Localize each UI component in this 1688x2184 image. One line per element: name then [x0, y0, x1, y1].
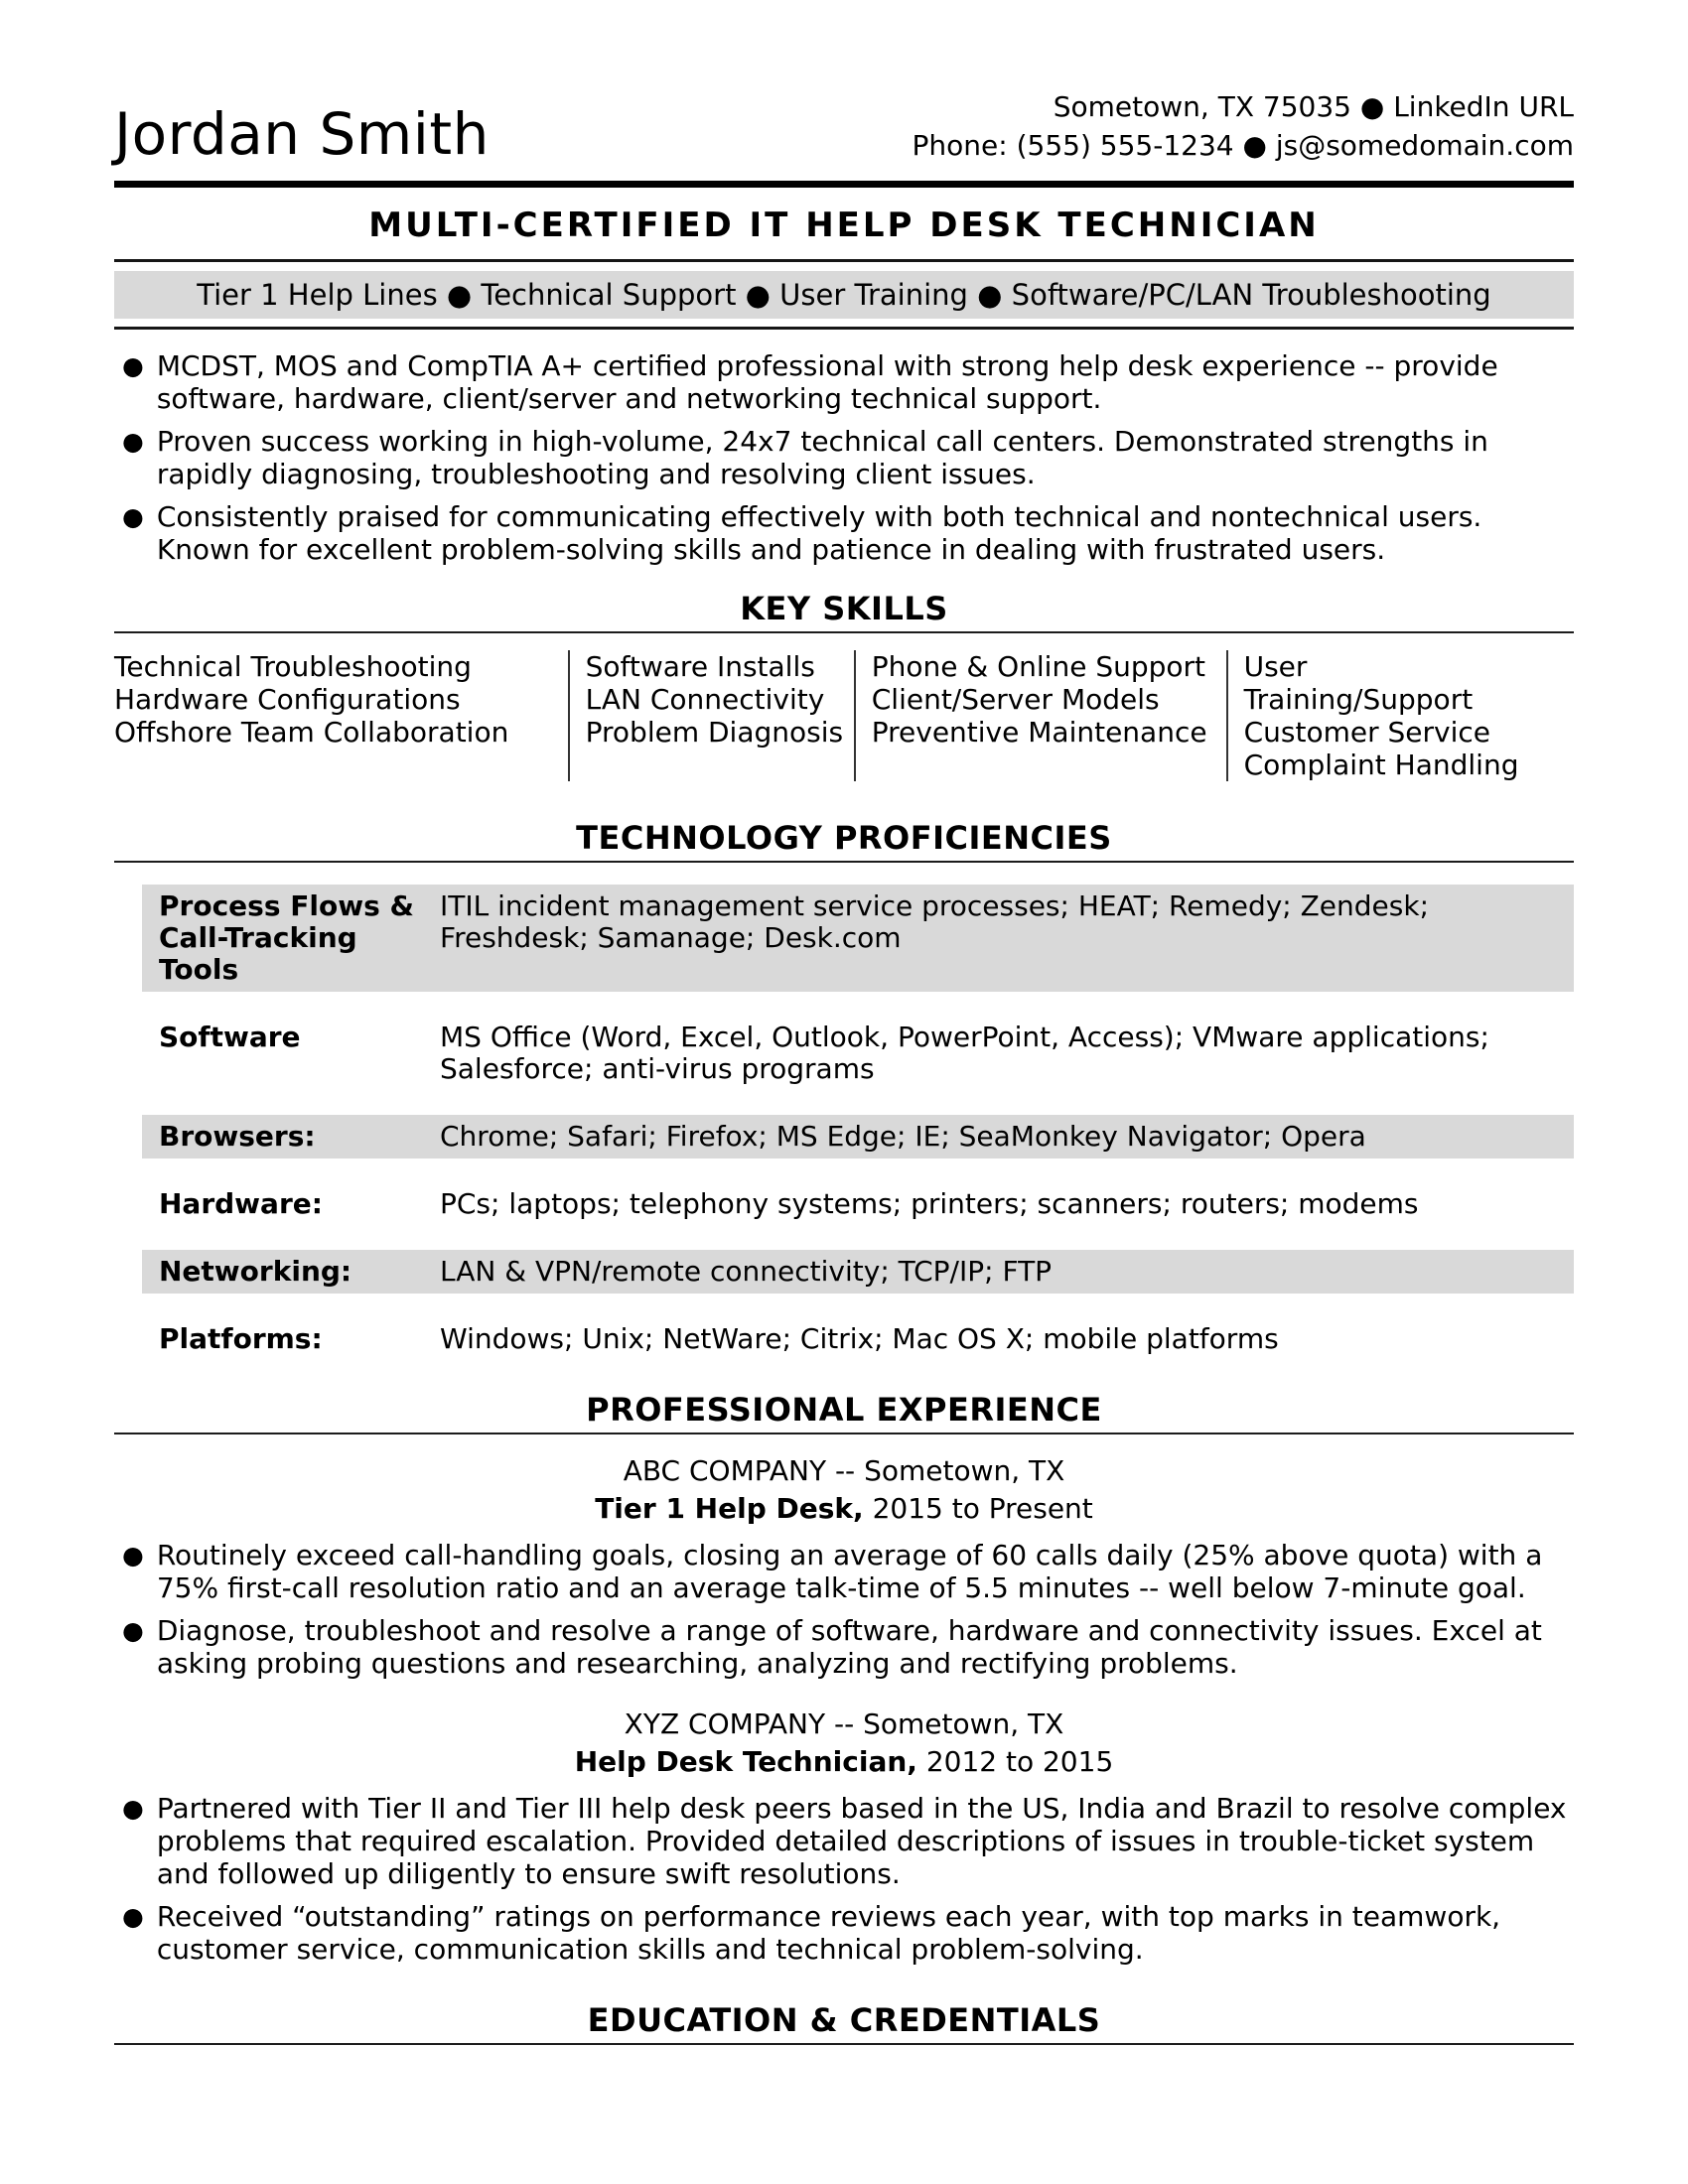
skill-item: Customer Service [1243, 716, 1490, 749]
job-title: Tier 1 Help Desk, [595, 1492, 864, 1525]
job-bullet-list [114, 1792, 1574, 1966]
job-bullet-list [114, 1539, 1574, 1680]
key-skills-columns [114, 650, 1574, 793]
job-bullet-text: Routinely exceed call-handling goals, closing an average of 60 calls daily (25% above quota) with a 75% first-call resolution ratio and an average talk-time of 5.5 minutes -- well below 7-minute goal. [156, 1539, 1543, 1604]
skill-item: Client/Server Models [871, 683, 1160, 716]
role-line [114, 1745, 1574, 1778]
summary-list [114, 349, 1574, 566]
skill-item: Problem Diagnosis [585, 716, 844, 749]
key-skills-column-2 [570, 650, 856, 781]
company-line: ABC COMPANY -- Sometown, TX [623, 1454, 1065, 1487]
contact-info [913, 87, 1574, 165]
row-label: Browsers: [159, 1120, 316, 1153]
row-label: Process Flows & Call-Tracking Tools [159, 889, 414, 986]
header-divider [114, 181, 1574, 188]
key-skills-column-3 [856, 650, 1228, 781]
row-value: Windows; Unix; NetWare; Citrix; Mac OS X; mobile platforms [440, 1322, 1279, 1355]
row-value: PCs; laptops; telephony systems; printers; scanners; routers; modems [440, 1187, 1419, 1220]
summary-bullet [122, 425, 1574, 490]
skill-item: Complaint Handling [1243, 749, 1519, 781]
job-bullet-text: Diagnose, troubleshoot and resolve a range of software, hardware and connectivity issues. Excel at asking probing questions and researching, analyzing and rectifying problems. [156, 1614, 1542, 1680]
job-bullet [122, 1614, 1574, 1680]
bullet-icon: ● [122, 1616, 144, 1645]
job-bullet-text: Received “outstanding” ratings on performance reviews each year, with top marks in teamwork, customer service, communication skills and technical problem-solving. [156, 1900, 1501, 1966]
technology-heading: TECHNOLOGY PROFICIENCIES [576, 819, 1112, 857]
bullet-icon: ● [122, 1541, 144, 1570]
table-row [142, 1317, 1574, 1361]
job-bullet-text: Partnered with Tier II and Tier III help desk peers based in the US, India and Brazil to resolve complex problems that required escalation. Provided detailed descriptions of issues in trouble-ticket system and followed up diligently to ensure swift resolutions. [156, 1792, 1567, 1890]
role-line [114, 1492, 1574, 1525]
job-dates: 2012 to 2015 [925, 1745, 1114, 1778]
key-skills-heading: KEY SKILLS [740, 590, 948, 627]
row-label: Platforms: [159, 1322, 323, 1355]
key-skills-column-4 [1228, 650, 1574, 781]
table-row [142, 1016, 1574, 1091]
specialties-banner: Tier 1 Help Lines ● Technical Support ● User Training ● Software/PC/LAN Troubleshooting [114, 271, 1574, 319]
divider [114, 259, 1574, 262]
education-heading: EDUCATION & CREDENTIALS [587, 2001, 1101, 2039]
bullet-icon: ● [122, 1902, 144, 1931]
row-value: LAN & VPN/remote connectivity; TCP/IP; FTP [440, 1255, 1053, 1288]
summary-bullet-text: Proven success working in high-volume, 24x7 technical call centers. Demonstrated strengths in rapidly diagnosing, troubleshooting and resolving client issues. [156, 425, 1488, 490]
skill-item: Preventive Maintenance [871, 716, 1207, 749]
job-bullet [122, 1900, 1574, 1966]
row-value: Chrome; Safari; Firefox; MS Edge; IE; SeaMonkey Navigator; Opera [440, 1120, 1366, 1153]
divider [114, 631, 1574, 633]
job-abc-company [114, 1454, 1574, 1680]
skill-item: User [1243, 650, 1308, 683]
skill-item: Training/Support [1243, 683, 1474, 716]
skill-item: LAN Connectivity [585, 683, 825, 716]
table-row [142, 885, 1574, 992]
contact-line-phone-email: Phone: (555) 555-1234 ● js@somedomain.com [912, 129, 1574, 162]
job-xyz-company [114, 1707, 1574, 1966]
job-title: Help Desk Technician, [574, 1745, 917, 1778]
skill-item: Software Installs [585, 650, 815, 683]
table-row [142, 1250, 1574, 1294]
resume-title: MULTI-CERTIFIED IT HELP DESK TECHNICIAN [368, 205, 1320, 245]
bullet-icon: ● [122, 427, 144, 456]
summary-bullet-text: MCDST, MOS and CompTIA A+ certified professional with strong help desk experience -- provide software, hardware, client/server and networking technical support. [156, 349, 1498, 415]
divider [114, 2043, 1574, 2045]
bullet-icon: ● [122, 351, 144, 380]
row-label: Hardware: [159, 1187, 323, 1220]
bullet-icon: ● [122, 1794, 144, 1823]
header [114, 87, 1574, 169]
job-bullet [122, 1539, 1574, 1604]
candidate-name: Jordan Smith [114, 100, 490, 169]
technology-table [142, 885, 1574, 1361]
row-value: ITIL incident management service processes; HEAT; Remedy; Zendesk; Freshdesk; Samanage; Desk.com [440, 889, 1430, 954]
job-bullet [122, 1792, 1574, 1890]
company-line: XYZ COMPANY -- Sometown, TX [624, 1707, 1064, 1740]
summary-bullet [122, 500, 1574, 566]
table-row [142, 1115, 1574, 1159]
divider [114, 861, 1574, 863]
row-label: Networking: [159, 1255, 352, 1288]
key-skills-column-1 [114, 650, 570, 781]
row-label: Software [159, 1021, 301, 1053]
experience-heading: PROFESSIONAL EXPERIENCE [586, 1391, 1102, 1429]
divider [114, 327, 1574, 330]
summary-bullet-text: Consistently praised for communicating effectively with both technical and nontechnical users. Known for excellent problem-solving skills and patience in dealing with frustrated users. [156, 500, 1482, 566]
bullet-icon: ● [122, 502, 144, 531]
contact-line-location: Sometown, TX 75035 ● LinkedIn URL [1053, 90, 1574, 123]
skill-item: Offshore Team Collaboration [114, 716, 509, 749]
skill-item: Hardware Configurations [114, 683, 461, 716]
divider [114, 1433, 1574, 1434]
summary-bullet [122, 349, 1574, 415]
skill-item: Phone & Online Support [871, 650, 1206, 683]
table-row [142, 1182, 1574, 1226]
job-dates: 2015 to Present [872, 1492, 1093, 1525]
row-value: MS Office (Word, Excel, Outlook, PowerPoint, Access); VMware applications; Salesforce; anti-virus programs [440, 1021, 1489, 1085]
skill-item: Technical Troubleshooting [114, 650, 472, 683]
